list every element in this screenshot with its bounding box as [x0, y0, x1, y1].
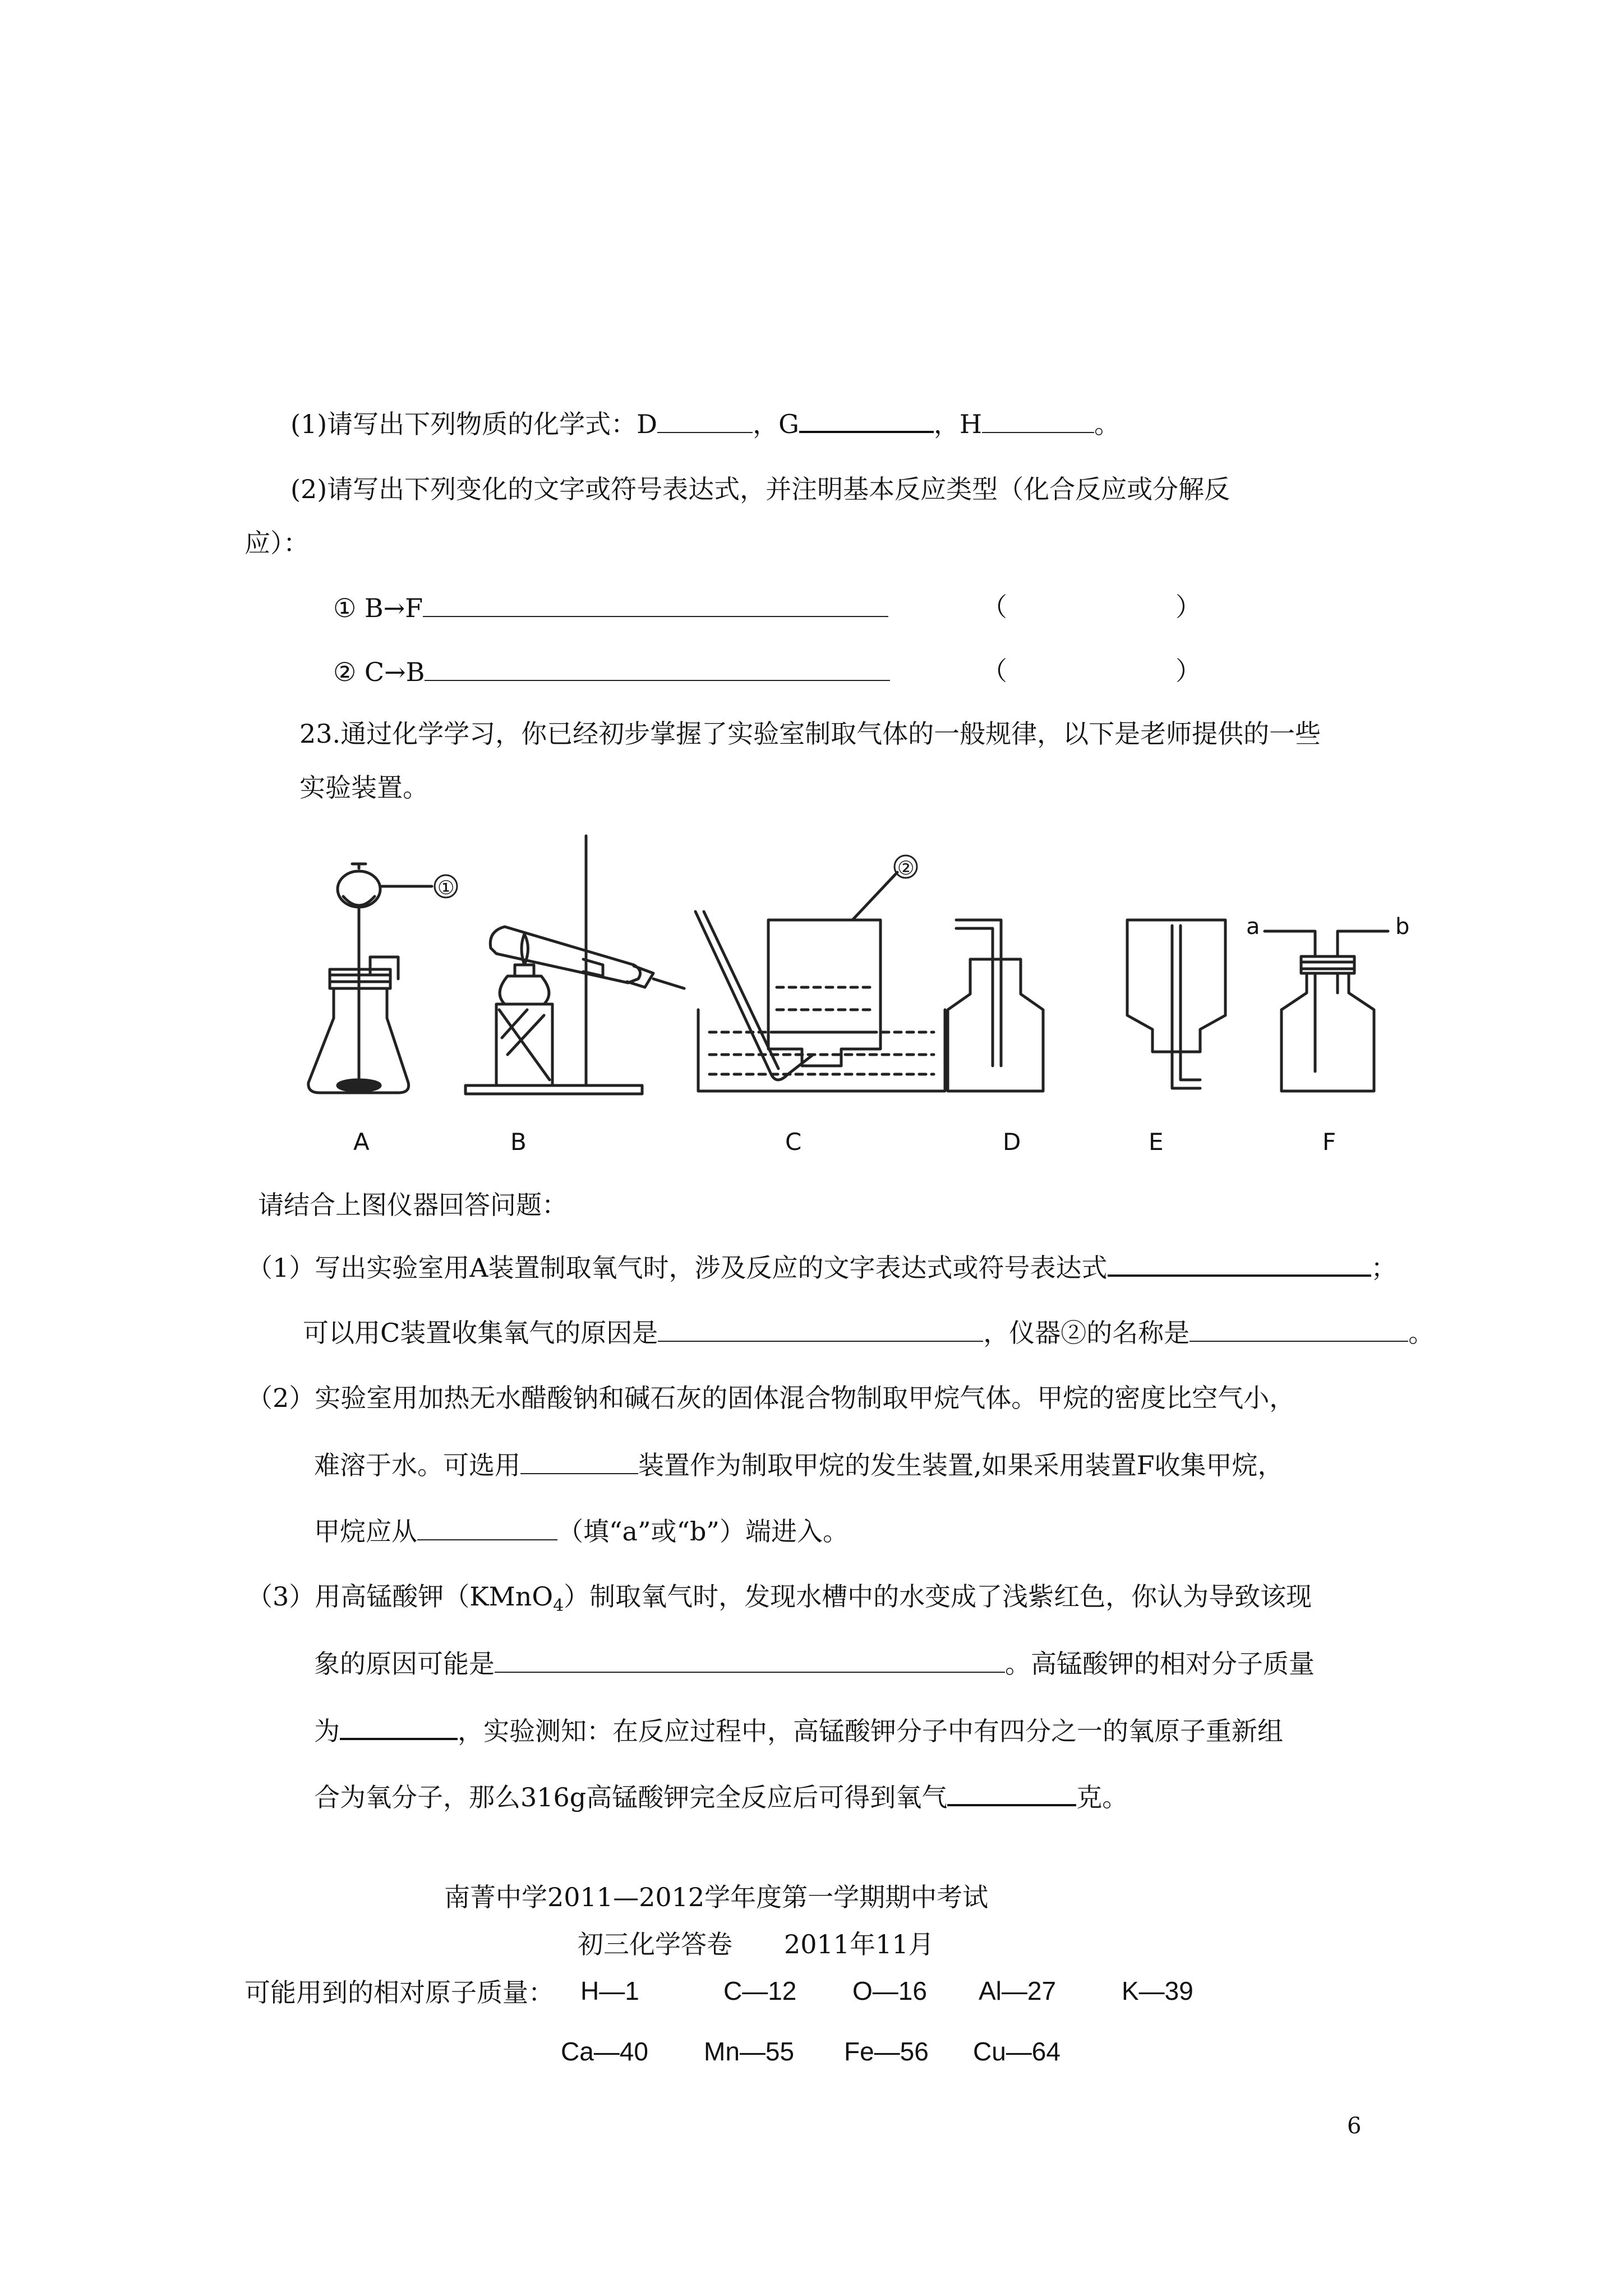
atomic-masses-label: 可能用到的相对原子质量： — [245, 1977, 554, 2008]
mass-cu: Cu—64 — [973, 2037, 1061, 2066]
blank-generator[interactable] — [520, 1447, 638, 1474]
q23-s1-line1: （1）写出实验室用A装置制取氧气时，涉及反应的文字表达式或符号表达式 ； — [247, 1249, 1397, 1285]
blank-instrument-2[interactable] — [1189, 1315, 1408, 1342]
answer-sheet-title: 南菁中学2011—2012学年度第一学期期中考试 — [444, 1882, 989, 1912]
mass-h: H—1 — [580, 1976, 639, 2005]
q23-s3-line3: 为 ，实验测知：在反应过程中，高锰酸钾分子中有四分之一的氧原子重新组 — [314, 1712, 1283, 1748]
mass-mn: Mn—55 — [704, 2037, 795, 2066]
q23-s3-line1: （3）用高锰酸钾（KMnO$_4$）制取氧气时，发现水槽中的水变成了浅紫红色，你认为导致该现 — [247, 1581, 1312, 1616]
q23-s2-line2: 难溶于水。可选用 装置作为制取甲烷的发生装置,如果采用装置F收集甲烷， — [314, 1447, 1284, 1482]
q23-s3-line4: 合为氧分子，那么316g高锰酸钾完全反应后可得到氧气 克。 — [314, 1778, 1128, 1814]
q23-s2-line3: 甲烷应从 （填“a”或“b”）端进入。 — [314, 1513, 849, 1548]
q22-item2-paren: （ ） — [981, 656, 1201, 686]
label-e: E — [1149, 1128, 1164, 1156]
q22-item1-paren: （ ） — [981, 592, 1201, 622]
q22-item2: ② C→B — [333, 654, 890, 689]
blank-oxygen-mass[interactable] — [947, 1778, 1076, 1806]
mass-k: K—39 — [1122, 1976, 1193, 2005]
port-a-label: a — [1246, 914, 1260, 940]
q22-part1-text: (1)请写出下列物质的化学式： — [291, 409, 637, 439]
port-b-label: b — [1395, 914, 1410, 940]
label-b: B — [510, 1128, 527, 1156]
apparatus-e-bottle — [1127, 920, 1225, 1088]
label-f: F — [1322, 1128, 1336, 1156]
mass-fe: Fe—56 — [844, 2037, 929, 2066]
q23-intro-line1: 23.通过化学学习，你已经初步掌握了实验室制取气体的一般规律，以下是老师提供的一些 — [299, 719, 1321, 749]
apparatus-a-flask — [308, 864, 432, 1093]
blank-inlet[interactable] — [417, 1513, 557, 1540]
label-a: A — [353, 1128, 370, 1156]
label-c: C — [785, 1128, 802, 1156]
blank-a-equation[interactable] — [1108, 1249, 1371, 1277]
label-d: D — [1003, 1128, 1021, 1156]
q23-intro-line2: 实验装置。 — [299, 772, 428, 803]
mass-ca: Ca—40 — [561, 2037, 648, 2066]
q23-s3-line2: 象的原因可能是 。高锰酸钾的相对分子质量 — [314, 1646, 1315, 1681]
blank-c-reason[interactable] — [658, 1315, 983, 1342]
q23-s1-line2: 可以用C装置收集氧气的原因是 ，仪器②的名称是 。 — [303, 1315, 1434, 1350]
callout-1: ① — [437, 877, 455, 899]
apparatus-c-water-trough — [695, 872, 945, 1091]
mass-o: O—16 — [852, 1976, 927, 2005]
apparatus-f-bottle — [1265, 931, 1388, 1091]
blank-molar-mass[interactable] — [340, 1712, 458, 1740]
q22-part1: (1)请写出下列物质的化学式：D ，G ，H 。 — [291, 405, 1120, 441]
blank-purple-cause[interactable] — [495, 1646, 1005, 1673]
page-number: 6 — [1347, 2113, 1362, 2139]
apparatus-a-solid — [338, 1080, 380, 1091]
mass-al: Al—27 — [979, 1976, 1057, 2005]
q23-prompt: 请结合上图仪器回答问题： — [258, 1190, 568, 1220]
callout-2: ② — [897, 857, 915, 880]
q23-s2-line1: （2）实验室用加热无水醋酸钠和碱石灰的固体混合物制取甲烷气体。甲烷的密度比空气小， — [247, 1383, 1295, 1413]
q22-item1: ① B→F — [333, 590, 888, 625]
q22-part2-line2: 应）： — [245, 528, 309, 558]
apparatus-d-bottle — [948, 920, 1043, 1091]
q22-part2-line1: (2)请写出下列变化的文字或符号表达式，并注明基本反应类型（化合反应或分解反 — [291, 474, 1230, 504]
apparatus-b-heating — [465, 836, 684, 1094]
mass-c: C—12 — [723, 1976, 797, 2005]
answer-sheet-subtitle: 初三化学答卷 2011年11月 — [578, 1929, 934, 1959]
